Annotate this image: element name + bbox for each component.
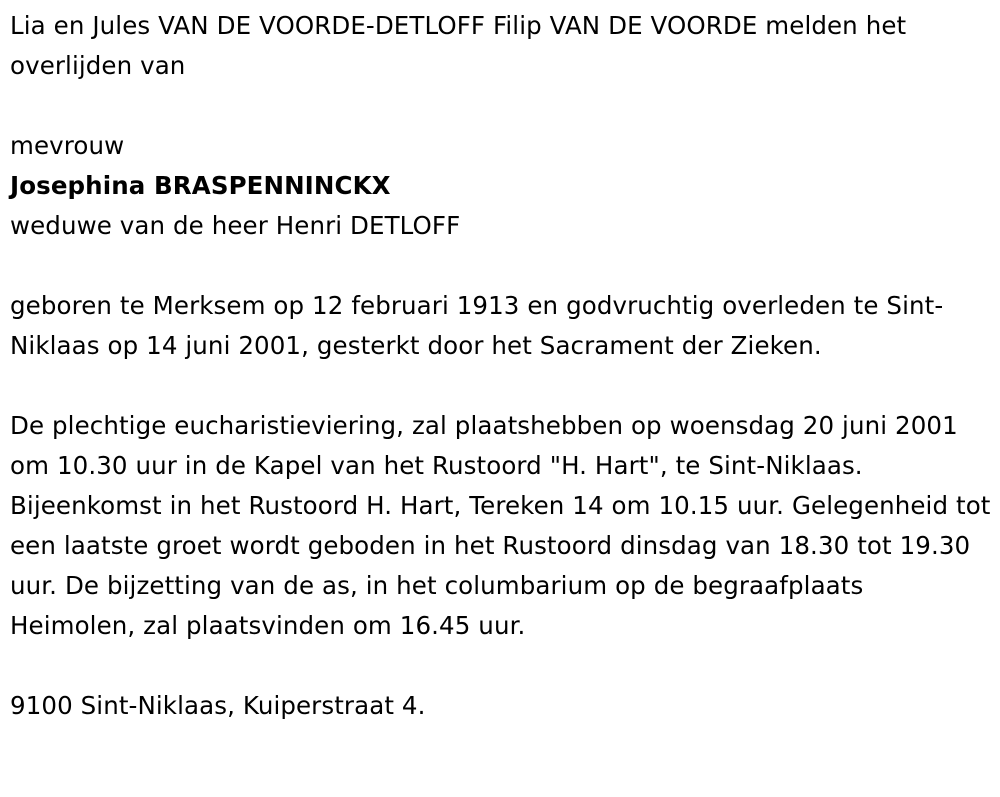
deceased-name: Josephina BRASPENNINCKX xyxy=(10,171,391,200)
death-notice xyxy=(10,6,995,726)
spacer xyxy=(10,86,995,126)
salutation: mevrouw xyxy=(10,131,125,160)
intro-paragraph: Lia en Jules VAN DE VOORDE-DETLOFF Filip VAN DE VOORDE melden het overlijden van xyxy=(10,11,907,80)
spacer xyxy=(10,246,995,286)
birth-death-paragraph: geboren te Merksem op 12 februari 1913 en godvruchtig overleden te Sint-Niklaas op 14 juni 2001, gesterkt door het Sacrament der Zieken. xyxy=(10,291,944,360)
spacer xyxy=(10,366,995,406)
address-line: 9100 Sint-Niklaas, Kuiperstraat 4. xyxy=(10,691,426,720)
widow-line: weduwe van de heer Henri DETLOFF xyxy=(10,211,461,240)
ceremony-paragraph: De plechtige eucharistieviering, zal plaatshebben op woensdag 20 juni 2001 om 10.30 uur in de Kapel van het Rustoord "H. Hart", te Sint-Niklaas. Bijeenkomst in het Rustoord H. Hart, Tereken 14 om 10.15 uur. Gelegenheid tot een laatste groet wordt geboden in het Rustoord dinsdag van 18.30 tot 19.30 uur. De bijzetting van de as, in het columbarium op de begraafplaats Heimolen, zal plaatsvinden om 16.45 uur. xyxy=(10,411,991,640)
spacer xyxy=(10,646,995,686)
